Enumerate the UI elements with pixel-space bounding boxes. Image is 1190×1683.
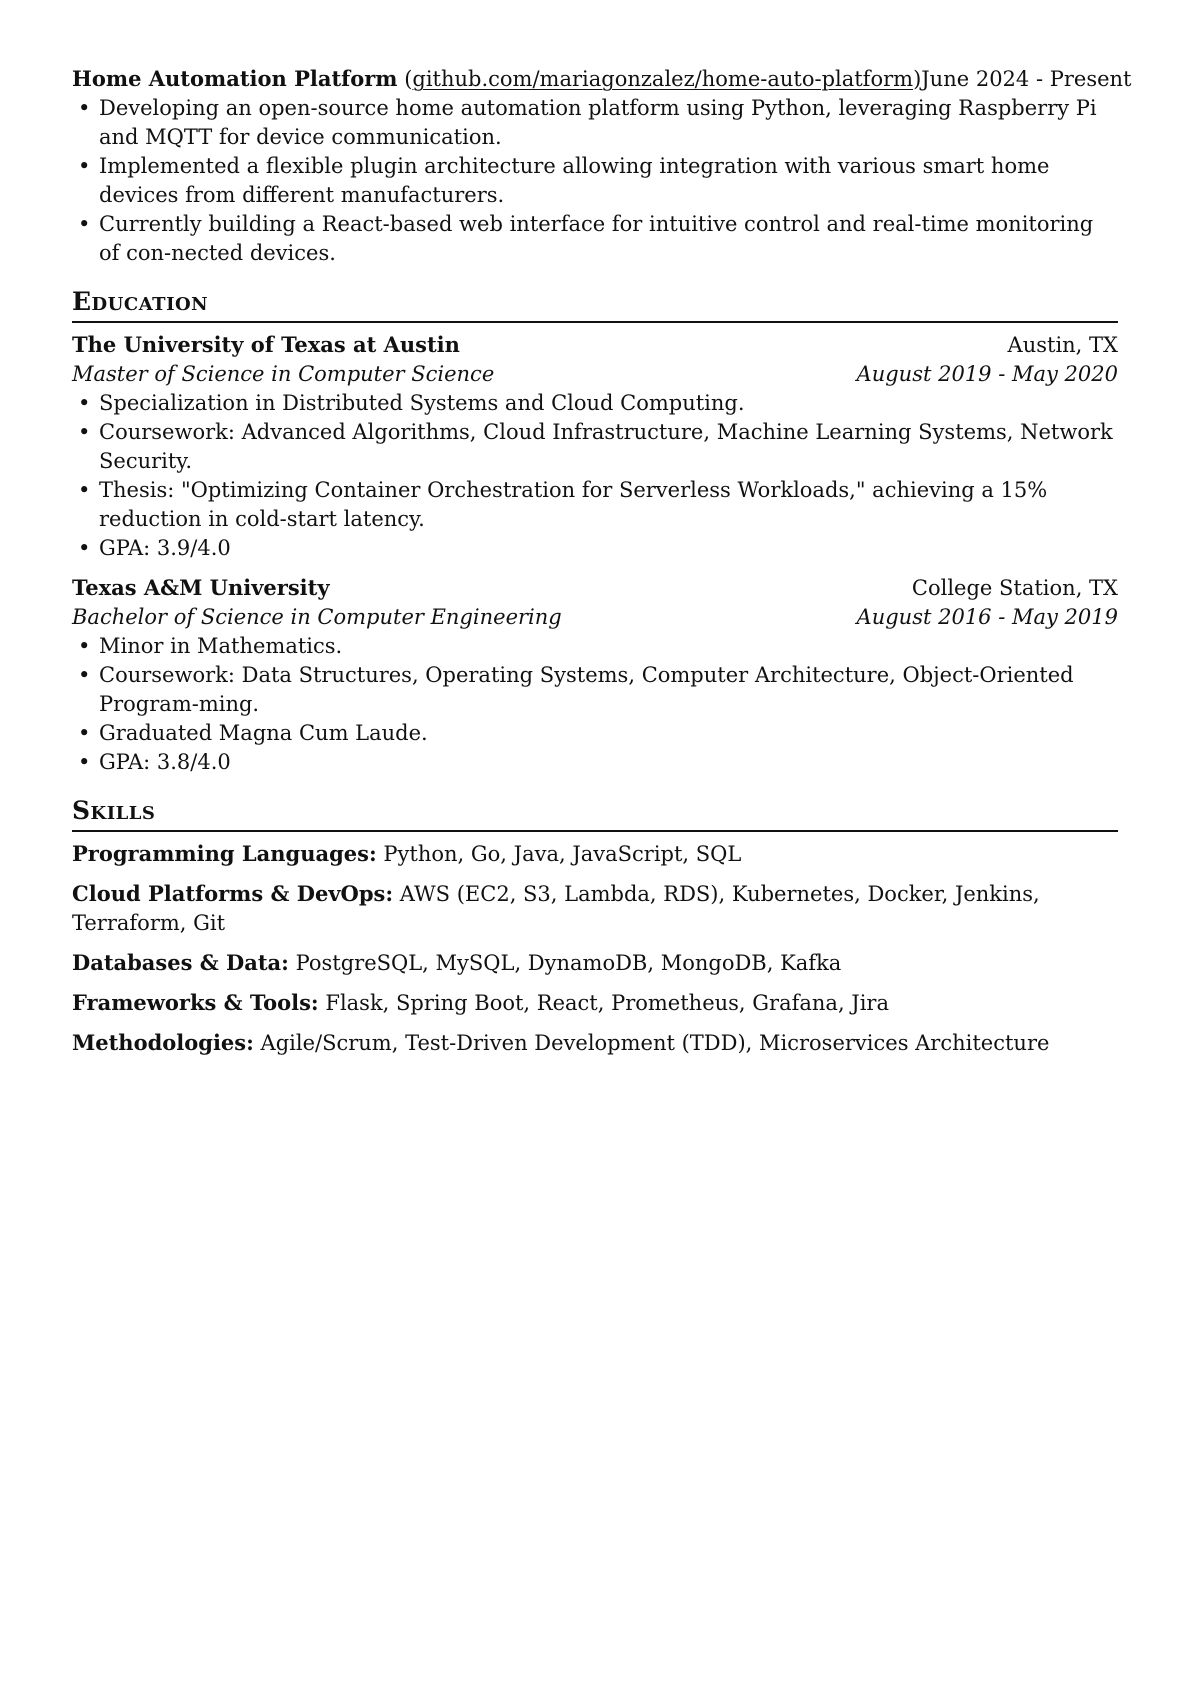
- skill-line: [72, 879, 1118, 938]
- project-link-close: ): [913, 67, 922, 91]
- education-bullets: [72, 632, 1118, 777]
- education-bullet: • Specialization in Distributed Systems and Cloud Computing.: [72, 389, 1118, 418]
- degree-name: Master of Science in Computer Science: [72, 362, 495, 386]
- education-entry-subheader: [72, 603, 1118, 632]
- skill-line: [72, 988, 1118, 1018]
- skill-line: [72, 1028, 1118, 1058]
- project-entry: [72, 64, 1132, 268]
- project-header: [72, 64, 1132, 94]
- school-name: The University of Texas at Austin: [72, 332, 460, 357]
- project-bullet: • Currently building a React-based web interface for intuitive control and real-time monitoring of con-nected devices.: [72, 210, 1118, 268]
- project-link-open: (: [404, 67, 413, 91]
- education-entry-header: [72, 330, 1118, 360]
- education-entry-ut: [72, 330, 1118, 563]
- skill-value: Flask, Spring Boot, React, Prometheus, Grafana, Jira: [325, 991, 889, 1015]
- education-entry-header: [72, 573, 1118, 603]
- project-dates: June 2024 - Present: [921, 67, 1132, 91]
- skill-label: Cloud Platforms & DevOps:: [72, 881, 394, 906]
- skill-label: Programming Languages:: [72, 841, 377, 866]
- skill-line: [72, 948, 1118, 978]
- skill-line: [72, 839, 1118, 869]
- education-entry-subheader: [72, 360, 1118, 389]
- education-bullets: [72, 389, 1118, 563]
- skill-value: AWS (EC2, S3, Lambda, RDS), Kubernetes, Docker, Jenkins, Terraform, Git: [72, 882, 1040, 935]
- degree-name: Bachelor of Science in Computer Engineering: [72, 605, 562, 629]
- degree-dates: August 2019 - May 2020: [856, 362, 1118, 386]
- skill-label: Methodologies:: [72, 1030, 254, 1055]
- education-bullet: • Graduated Magna Cum Laude.: [72, 719, 1118, 748]
- skill-label: Databases & Data:: [72, 950, 289, 975]
- project-bullet: • Developing an open-source home automation platform using Python, leveraging Raspberry Pi and MQTT for device communication.: [72, 94, 1118, 152]
- skills-list: [72, 839, 1118, 1058]
- skills-heading: Skills: [72, 795, 1118, 832]
- project-bullet: • Implemented a flexible plugin architecture allowing integration with various smart home devices from different manufacturers.: [72, 152, 1118, 210]
- project-bullets: [72, 94, 1118, 268]
- resume-page: [72, 64, 1132, 1068]
- education-entry-tamu: [72, 573, 1118, 777]
- degree-dates: August 2016 - May 2019: [856, 605, 1118, 629]
- skill-label: Frameworks & Tools:: [72, 990, 319, 1015]
- skill-value: Agile/Scrum, Test-Driven Development (TDD), Microservices Architecture: [260, 1031, 1050, 1055]
- education-bullet: • Coursework: Data Structures, Operating Systems, Computer Architecture, Object-Oriented Program-ming.: [72, 661, 1118, 719]
- project-title-group: [72, 64, 921, 94]
- skill-value: PostgreSQL, MySQL, DynamoDB, MongoDB, Kafka: [295, 951, 842, 975]
- education-heading: Education: [72, 286, 1118, 323]
- school-name: Texas A&M University: [72, 575, 330, 600]
- education-bullet: • GPA: 3.9/4.0: [72, 534, 1118, 563]
- project-name: Home Automation Platform: [72, 66, 398, 91]
- project-repo-link[interactable]: github.com/mariagonzalez/home-auto-platform: [412, 67, 914, 91]
- school-location: Austin, TX: [1007, 333, 1118, 357]
- skill-value: Python, Go, Java, JavaScript, SQL: [383, 842, 742, 866]
- education-bullet: • Coursework: Advanced Algorithms, Cloud Infrastructure, Machine Learning Systems, Network Security.: [72, 418, 1118, 476]
- education-bullet: • GPA: 3.8/4.0: [72, 748, 1118, 777]
- education-bullet: • Minor in Mathematics.: [72, 632, 1118, 661]
- education-bullet: • Thesis: "Optimizing Container Orchestration for Serverless Workloads," achieving a 15% reduction in cold-start latency.: [72, 476, 1118, 534]
- school-location: College Station, TX: [911, 576, 1118, 600]
